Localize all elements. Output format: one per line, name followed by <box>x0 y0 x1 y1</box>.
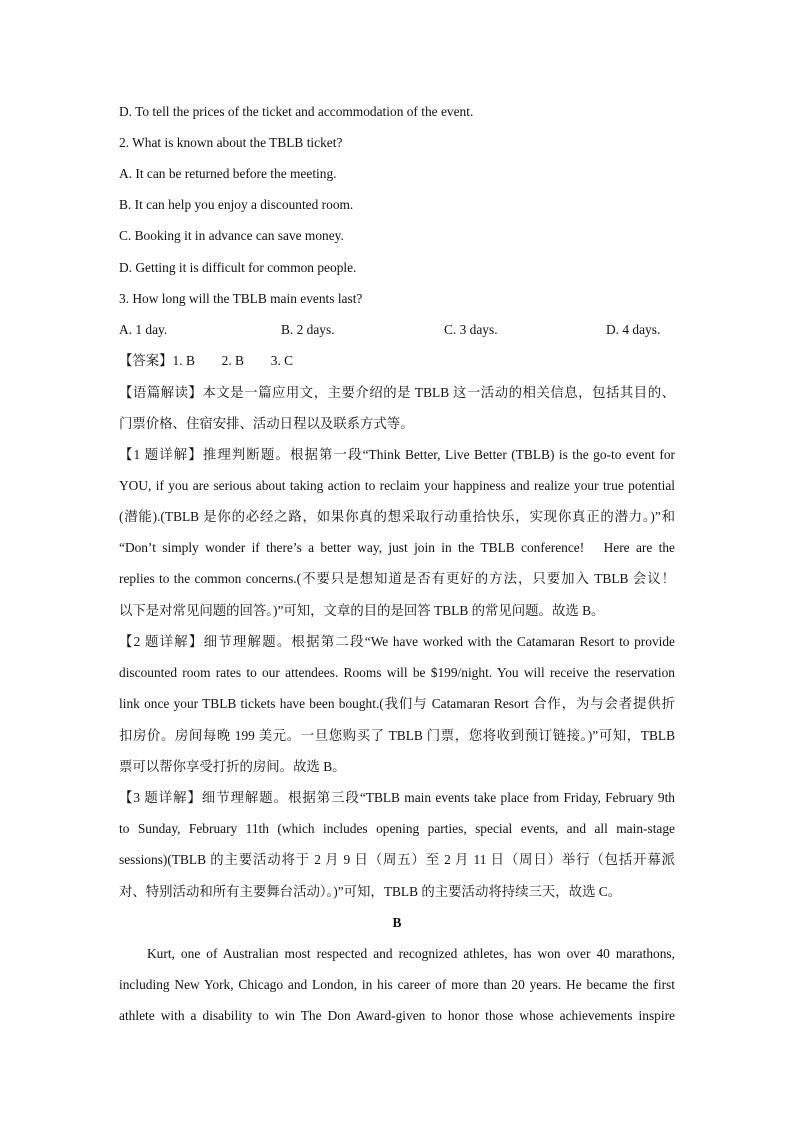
section-b-line-1: Kurt, one of Australian most respected and recognized athletes, has won over 40 marathons, <box>147 946 675 961</box>
q3-option-c: C. 3 days. <box>444 322 498 337</box>
q1-explanation-line-1: 【1 题详解】推理判断题。根据第一段“Think Better, Live Better (TBLB) is the go-to event for <box>119 447 675 462</box>
section-b-heading: B <box>392 915 402 930</box>
q2-option-a: A. It can be returned before the meeting. <box>119 166 337 181</box>
section-b-line-3: athlete with a disability to win The Don Award-given to honor those whose achievements inspire <box>119 1008 675 1023</box>
q3-stem: 3. How long will the TBLB main events last? <box>119 291 363 306</box>
q2-option-d: D. Getting it is difficult for common people. <box>119 260 357 275</box>
q3-explanation-line-2: to Sunday, February 11th (which includes opening parties, special events, and all main-stage <box>119 821 675 836</box>
passage-analysis-line-2: 门票价格、住宿安排、活动日程以及联系方式等。 <box>119 416 414 431</box>
q2-stem: 2. What is known about the TBLB ticket? <box>119 135 343 150</box>
q2-explanation-line-5: 票可以帮你享受打折的房间。故选 B。 <box>119 759 346 774</box>
q1-explanation-line-4: “Don’t simply wonder if there’s a better way, just join in the TBLB conference! Here are the <box>119 540 675 555</box>
q3-explanation-line-3: sessions)(TBLB 的主要活动将于 2 月 9 日（周五）至 2 月 11 日（周日）举行（包括开幕派 <box>119 852 675 867</box>
answer-line: 【答案】1. B 2. B 3. C <box>119 353 294 368</box>
q3-options-row <box>119 322 675 338</box>
q1-explanation-line-3: (潜能).(TBLB 是你的必经之路，如果你真的想采取行动重拾快乐，实现你真正的潜力。)”和 <box>119 509 675 524</box>
q3-option-a: A. 1 day. <box>119 322 168 337</box>
q2-explanation-line-2: discounted room rates to our attendees. Rooms will be $199/night. You will receive the reservation <box>119 665 675 680</box>
q2-option-c: C. Booking it in advance can save money. <box>119 228 344 243</box>
q1-option-d: D. To tell the prices of the ticket and accommodation of the event. <box>119 104 474 119</box>
q2-option-b: B. It can help you enjoy a discounted room. <box>119 197 354 212</box>
passage-analysis-line-1: 【语篇解读】本文是一篇应用文，主要介绍的是 TBLB 这一活动的相关信息，包括其目的、 <box>119 385 675 400</box>
q3-explanation-line-1: 【3 题详解】细节理解题。根据第三段“TBLB main events take place from Friday, February 9th <box>119 790 675 805</box>
q1-explanation-line-2: YOU, if you are serious about taking action to reclaim your happiness and realize your true potential <box>119 478 675 493</box>
q3-option-d: D. 4 days. <box>606 322 661 337</box>
section-b-line-2: including New York, Chicago and London, in his career of more than 20 years. He became the first <box>119 977 675 992</box>
q2-explanation-line-1: 【2 题详解】细节理解题。根据第二段“We have worked with the Catamaran Resort to provide <box>119 634 675 649</box>
q3-explanation-line-4: 对、特别活动和所有主要舞台活动）。)”可知，TBLB 的主要活动将持续三天，故选 C。 <box>119 884 622 899</box>
q2-explanation-line-4: 扣房价。房间每晚 199 美元。一旦您购买了 TBLB 门票，您将收到预订链接。)”可知，TBLB <box>119 728 675 743</box>
q2-explanation-line-3: link once your TBLB tickets have been bought.(我们与 Catamaran Resort 合作，为与会者提供折 <box>119 696 675 711</box>
q1-explanation-line-5: replies to the common concerns.(不要只是想知道是否有更好的方法，只要加入 TBLB 会议！ <box>119 571 675 586</box>
q3-option-b: B. 2 days. <box>281 322 335 337</box>
q1-explanation-line-6: 以下是对常见问题的回答。)”可知，文章的目的是回答 TBLB 的常见问题。故选 B。 <box>119 603 605 618</box>
